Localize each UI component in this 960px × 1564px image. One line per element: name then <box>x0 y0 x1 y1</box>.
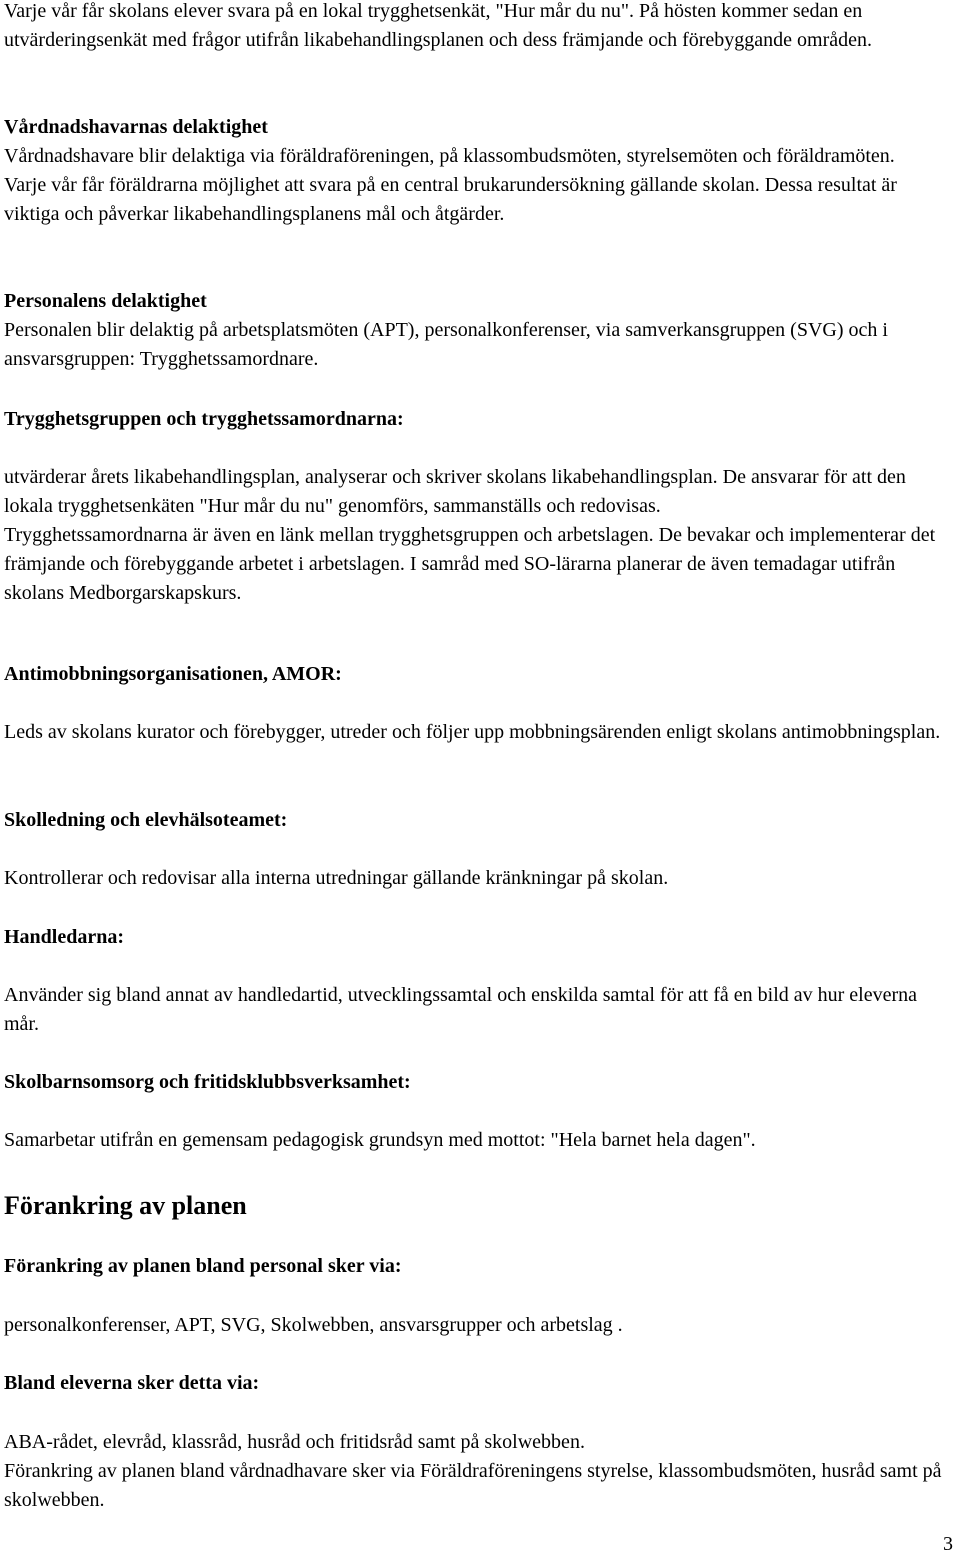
guardians-p2: Varje vår får föräldrarna möjlighet att svara på en central brukarundersökning gällande skolan. Dessa resultat är viktiga och påverkar likabehandlingsplanens mål och åtgärder. <box>4 174 897 225</box>
anchoring-students-text: ABA-rådet, elevråd, klassråd, husråd och fritidsråd samt på skolwebben. <box>4 1431 585 1453</box>
afterschool-heading-block <box>4 1068 956 1097</box>
management-heading-block <box>4 806 956 835</box>
safety-group-heading-block <box>4 405 956 434</box>
safety-group-p2: Trygghetssamordnarna är även en länk mellan trygghetsgruppen och arbetslagen. De bevakar och implementerar det främjande och förebyggande arbetet i arbetslagen. I samråd med SO-lärarna planerar de även temadagar utifrån skolans Medborgarskapskurs. <box>4 524 936 604</box>
anchoring-staff-heading: Förankring av planen bland personal sker via: <box>4 1255 402 1277</box>
safety-group-body <box>4 463 956 608</box>
anchoring-staff-body <box>4 1311 956 1340</box>
amor-heading-block <box>4 660 956 689</box>
guardians-p1: Vårdnadshavare blir delaktiga via föräldraföreningen, på klassombudsmöten, styrelsemöten och föräldramöten. <box>4 145 895 167</box>
anchoring-staff-text: personalkonferenser, APT, SVG, Skolwebben, ansvarsgrupper och arbetslag . <box>4 1314 623 1336</box>
afterschool-body <box>4 1126 956 1155</box>
amor-heading: Antimobbningsorganisationen, AMOR: <box>4 663 342 685</box>
guardians-heading: Vårdnadshavarnas delaktighet <box>4 116 268 138</box>
amor-p1: Leds av skolans kurator och förebygger, utreder och följer upp mobbningsärenden enligt skolans antimobbningsplan. <box>4 721 941 743</box>
staff-section <box>4 287 956 374</box>
intro-paragraph <box>4 0 956 55</box>
afterschool-p1: Samarbetar utifrån en gemensam pedagogisk grundsyn med mottot: "Hela barnet hela dagen". <box>4 1129 756 1151</box>
anchoring-staff-heading-block <box>4 1252 956 1281</box>
management-p1: Kontrollerar och redovisar alla interna utredningar gällande kränkningar på skolan. <box>4 867 669 889</box>
safety-group-p1: utvärderar årets likabehandlingsplan, analyserar och skriver skolans likabehandlingsplan. De ansvarar för att den lokala trygghetsenkäten "Hur mår du nu" genomförs, sammanställs och redovisas. <box>4 466 906 517</box>
mentors-body <box>4 981 956 1039</box>
anchoring-title: Förankring av planen <box>4 1191 247 1220</box>
anchoring-students-heading: Bland eleverna sker detta via: <box>4 1372 260 1394</box>
anchoring-students-heading-block <box>4 1369 956 1398</box>
safety-group-heading: Trygghetsgruppen och trygghetssamordnarna: <box>4 408 404 430</box>
staff-p1: Personalen blir delaktig på arbetsplatsmöten (APT), personalkonferenser, via samverkansgruppen (SVG) och i ansvarsgruppen: Trygghetssamordnare. <box>4 319 888 370</box>
management-body <box>4 864 956 893</box>
amor-body <box>4 718 956 747</box>
anchoring-title-block <box>4 1190 956 1222</box>
anchoring-guardians-text: Förankring av planen bland vårdnadhavare sker via Föräldraföreningens styrelse, klassombudsmöten, husråd samt på skolwebben. <box>4 1460 942 1511</box>
mentors-heading-block <box>4 923 956 952</box>
management-heading: Skolledning och elevhälsoteamet: <box>4 809 288 831</box>
mentors-heading: Handledarna: <box>4 926 125 948</box>
anchoring-students-body <box>4 1428 956 1515</box>
page-number: 3 <box>943 1533 953 1555</box>
intro-text: Varje vår får skolans elever svara på en lokal trygghetsenkät, "Hur mår du nu". På hösten kommer sedan en utvärderingsenkät med frågor utifrån likabehandlingsplanen och dess främjande och förebyggande områden. <box>4 0 873 51</box>
mentors-p1: Använder sig bland annat av handledartid, utvecklingssamtal och enskilda samtal för att få en bild av hur eleverna mår. <box>4 984 918 1035</box>
guardians-section <box>4 113 956 229</box>
afterschool-heading: Skolbarnsomsorg och fritidsklubbsverksamhet: <box>4 1071 411 1093</box>
staff-heading: Personalens delaktighet <box>4 290 207 312</box>
